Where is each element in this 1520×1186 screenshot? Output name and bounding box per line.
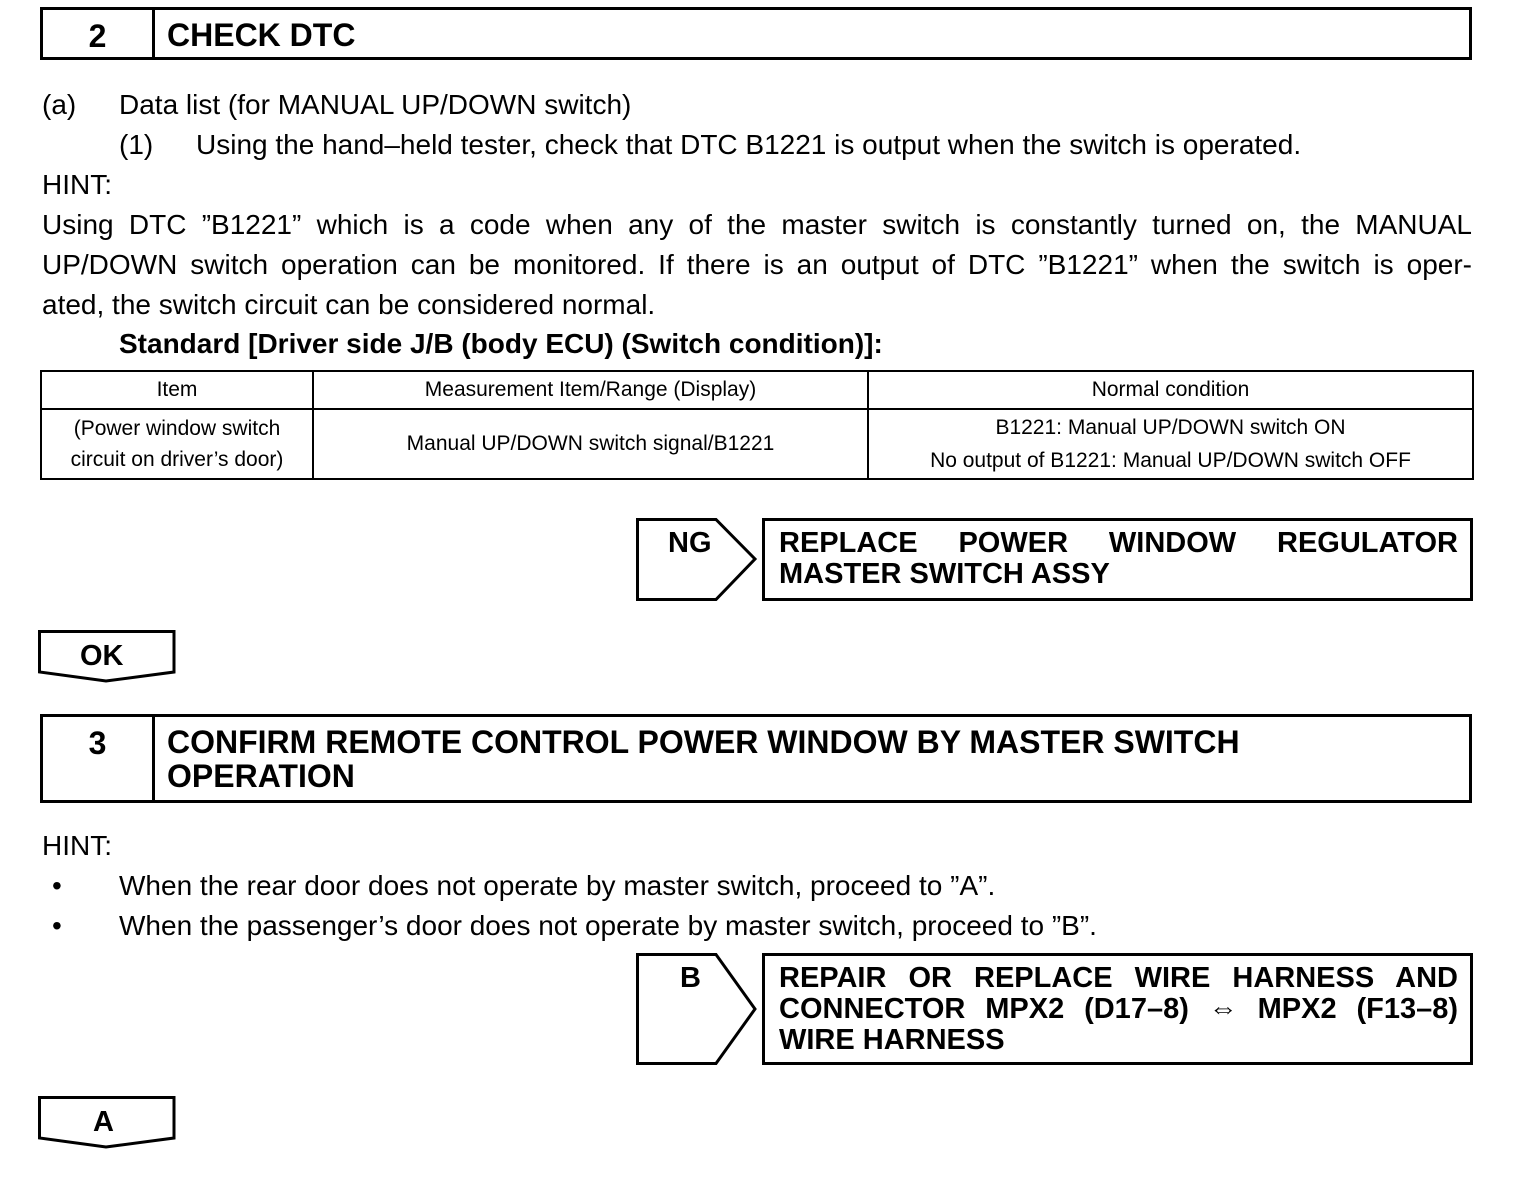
sub-1-label: (1) [119,129,154,160]
step-title: CHECK DTC [167,17,356,53]
ok-label: OK [80,640,124,672]
ng-action-line-1: REPLACE POWER WINDOW REGULATOR [779,527,1458,559]
hint-line-3: ated, the switch circuit can be considered normal. [42,289,656,320]
bullet-1-text: When the rear door does not operate by master switch, proceed to ”A”. [119,870,996,901]
table-header-normal: Normal condition [868,371,1473,409]
table-row [41,409,1473,479]
hint-line-1: Using DTC ”B1221” which is a code when any of the master switch is constantly turned on, the MANUAL [42,209,1472,240]
sub-a-text: Data list (for MANUAL UP/DOWN switch) [119,89,632,120]
ng-action-box [762,518,1473,601]
step-number: 3 [43,717,155,800]
table-cell-measurement: Manual UP/DOWN switch signal/B1221 [313,409,868,479]
b-label: B [680,962,701,994]
b-action-box [762,953,1473,1065]
b-action-line-1: REPAIR OR REPLACE WIRE HARNESS AND [779,962,1458,994]
hint-label: HINT: [42,169,112,200]
step-number: 2 [43,10,155,57]
normal-line-2: No output of B1221: Manual UP/DOWN switch OFF [930,449,1411,472]
bullet-1-marker: • [52,870,62,901]
table-cell-item [41,409,313,479]
b-action-line-2: CONNECTOR MPX2 (D17–8) ⇔ MPX2 (F13–8) [779,993,1458,1025]
table-cell-normal [868,409,1473,479]
sub-a-label: (a) [42,89,77,120]
step-3-header [40,714,1472,803]
item-line-2: circuit on driver’s door) [70,448,284,471]
sub-1-text: Using the hand–held tester, check that DTC B1221 is output when the switch is operated. [196,129,1302,160]
hint-line-2: UP/DOWN switch operation can be monitored. If there is an output of DTC ”B1221” when the switch is oper- [42,249,1472,280]
bullet-2-marker: • [52,910,62,941]
normal-line-1: B1221: Manual UP/DOWN switch ON [995,416,1346,439]
hint-label: HINT: [42,830,112,861]
step-title-line-2: OPERATION [167,758,355,794]
table-header-item: Item [41,371,313,409]
bullet-2-text: When the passenger’s door does not operate by master switch, proceed to ”B”. [119,910,1097,941]
b-action-line-3: WIRE HARNESS [779,1024,1005,1056]
a-label: A [93,1106,114,1138]
item-line-1: (Power window switch [73,417,281,440]
standard-heading: Standard [Driver side J/B (body ECU) (Switch condition)]: [119,328,883,359]
standard-table [40,370,1474,480]
ng-action-line-2: MASTER SWITCH ASSY [779,558,1110,590]
step-title [155,717,1469,800]
table-header-measurement: Measurement Item/Range (Display) [313,371,868,409]
ng-label: NG [668,527,712,559]
step-2-header [40,7,1472,60]
step-title-line-1: CONFIRM REMOTE CONTROL POWER WINDOW BY MASTER SWITCH [167,724,1240,760]
